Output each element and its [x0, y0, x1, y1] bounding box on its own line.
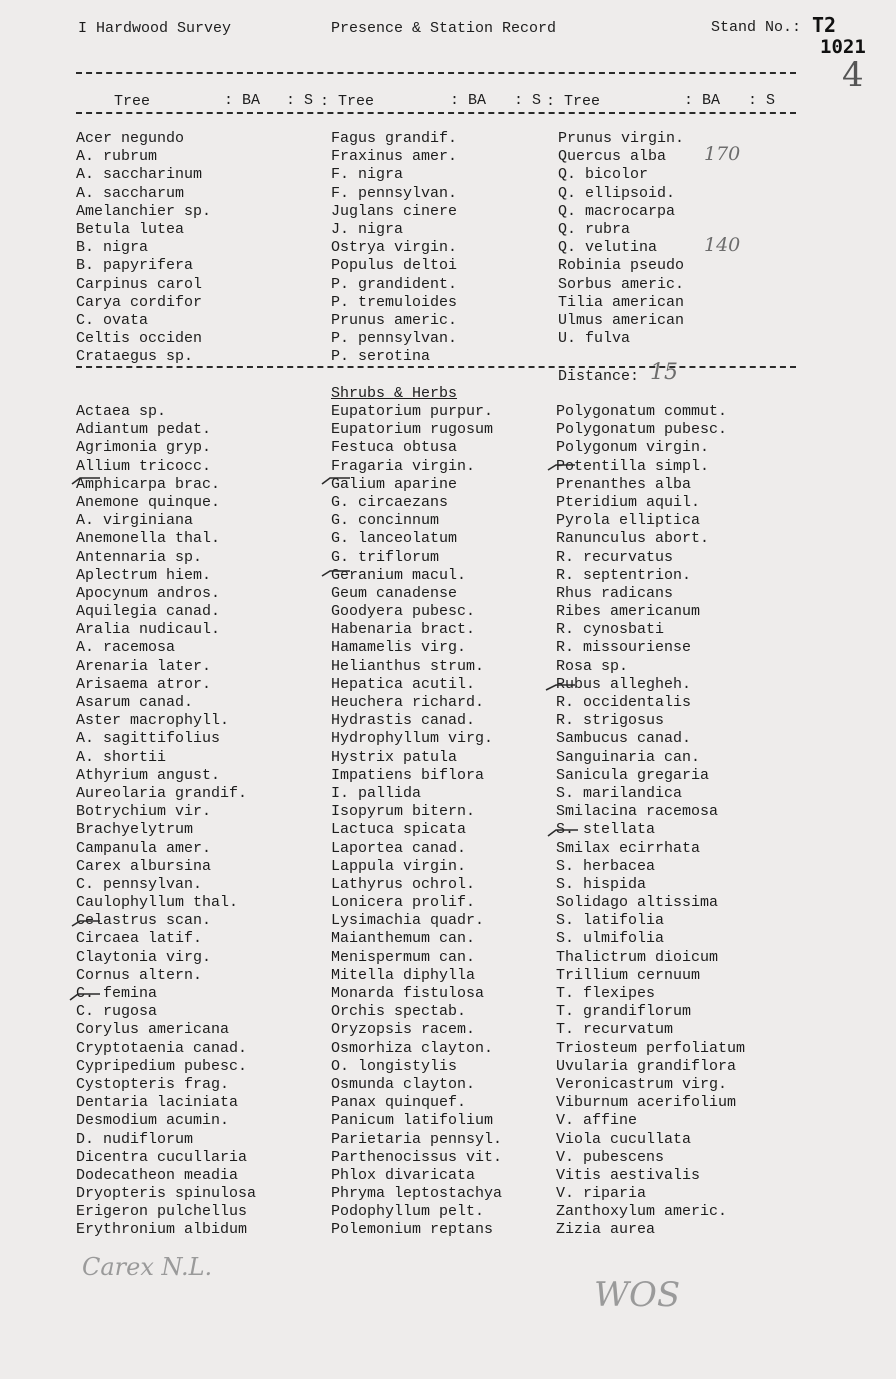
- list-item: Aralia nudicaul.: [76, 621, 221, 639]
- list-item: V. pubescens: [556, 1148, 665, 1166]
- stand-number: 1021: [820, 36, 866, 58]
- list-item: Prenanthes alba: [556, 475, 692, 493]
- list-item: Osmunda clayton.: [331, 1075, 476, 1093]
- list-item: Goodyera pubesc.: [331, 603, 476, 621]
- page-mark: 4: [842, 55, 864, 95]
- list-item: O. longistylis: [331, 1057, 458, 1075]
- col-header-tree-2: : Tree: [320, 93, 375, 110]
- list-item: Festuca obtusa: [331, 439, 458, 457]
- list-item: S. latifolia: [556, 912, 665, 930]
- list-item: Q. rubra: [558, 220, 631, 238]
- list-item: P. serotina: [331, 348, 431, 366]
- list-item: Polygonum virgin.: [556, 439, 710, 457]
- list-item: G. triflorum: [331, 548, 440, 566]
- list-item: Polemonium reptans: [331, 1221, 494, 1239]
- list-item: Rubus allegheh.: [556, 675, 692, 693]
- list-item: Robinia pseudo: [558, 257, 685, 275]
- list-item: A. shortii: [76, 748, 167, 766]
- list-item: D. nudiflorum: [76, 1130, 194, 1148]
- stand-value: T2: [812, 13, 837, 37]
- list-item: Hepatica acutil.: [331, 675, 476, 693]
- list-item: Adiantum pedat.: [76, 421, 212, 439]
- list-item: Uvularia grandiflora: [556, 1057, 737, 1075]
- list-item: Lactuca spicata: [331, 821, 467, 839]
- col-header-s-2: : S: [514, 92, 542, 109]
- list-item: Osmorhiza clayton.: [331, 1039, 494, 1057]
- list-item: Isopyrum bitern.: [331, 803, 476, 821]
- list-item: Heuchera richard.: [331, 694, 485, 711]
- list-item: Cryptotaenia canad.: [76, 1039, 248, 1057]
- list-item: Amelanchier sp.: [76, 202, 212, 220]
- list-item: S. stellata: [556, 821, 656, 839]
- list-item: C. pennsylvan.: [76, 875, 203, 893]
- check-mark: [72, 921, 100, 926]
- list-item: Dentaria laciniata: [76, 1094, 239, 1112]
- list-item: Carya cordifor: [76, 293, 203, 311]
- list-item: Parthenocissus vit.: [331, 1148, 503, 1166]
- list-item: Geum canadense: [331, 584, 458, 602]
- list-item: Populus deltoi: [331, 257, 458, 275]
- list-item: A. rubrum: [76, 148, 158, 166]
- check-mark: [546, 685, 575, 690]
- list-item: Lathyrus ochrol.: [331, 875, 476, 893]
- list-item: P. tremuloides: [331, 293, 458, 311]
- list-item: Polygonatum pubesc.: [556, 421, 728, 439]
- list-item: Monarda fistulosa: [331, 985, 485, 1002]
- list-item: Ulmus american: [558, 311, 685, 329]
- list-item: Hydrastis canad.: [331, 712, 476, 730]
- list-item: S. hispida: [556, 875, 647, 893]
- record-title: Presence & Station Record: [331, 20, 557, 37]
- list-item: B. nigra: [76, 239, 149, 257]
- list-item: C. femina: [76, 985, 158, 1002]
- list-item: R. occidentalis: [556, 694, 692, 711]
- list-item: Juglans cinere: [331, 202, 458, 220]
- list-item: Phryma leptostachya: [331, 1185, 503, 1203]
- list-item: Botrychium vir.: [76, 803, 212, 821]
- list-item: Q. macrocarpa: [558, 202, 676, 220]
- check-mark: [548, 465, 575, 470]
- list-item: Prunus virgin.: [558, 130, 685, 147]
- list-item: Potentilla simpl.: [556, 457, 710, 475]
- list-item: Aureolaria grandif.: [76, 784, 248, 802]
- list-item: Smilacina racemosa: [556, 803, 719, 821]
- list-item: Habenaria bract.: [331, 621, 476, 639]
- list-item: Anemone quinque.: [76, 493, 221, 511]
- list-item: Ostrya virgin.: [331, 239, 458, 257]
- list-item: Brachyelytrum: [76, 821, 194, 839]
- list-item: V. riparia: [556, 1185, 647, 1203]
- list-item: Podophyllum pelt.: [331, 1203, 485, 1221]
- list-item: Sanicula gregaria: [556, 766, 710, 784]
- list-item: Carex albursina: [76, 857, 212, 875]
- list-item: Helianthus strum.: [331, 657, 485, 675]
- list-item: G. circaezans: [331, 493, 449, 511]
- list-item: Viburnum acerifolium: [556, 1094, 737, 1112]
- list-item: Cornus altern.: [76, 966, 203, 984]
- list-item: Triosteum perfoliatum: [556, 1039, 746, 1057]
- list-item: Q. bicolor: [558, 166, 649, 184]
- list-item: Erigeron pulchellus: [76, 1203, 248, 1221]
- list-item: Acer negundo: [76, 130, 185, 147]
- list-item: Lappula virgin.: [331, 857, 467, 875]
- col-header-s-1: : S: [286, 92, 314, 109]
- check-mark: [70, 994, 100, 1000]
- list-item: Fagus grandif.: [331, 130, 458, 147]
- list-item: T. grandiflorum: [556, 1003, 692, 1021]
- ba-quercus-velutina: 140: [704, 234, 741, 256]
- list-item: Q. velutina: [558, 239, 658, 257]
- list-item: F. nigra: [331, 166, 404, 184]
- list-item: Cypripedium pubesc.: [76, 1057, 248, 1075]
- list-item: P. grandident.: [331, 275, 458, 293]
- list-item: R. recurvatus: [556, 548, 674, 566]
- list-item: Betula lutea: [76, 220, 185, 238]
- list-item: C. rugosa: [76, 1003, 158, 1021]
- list-item: Fragaria virgin.: [331, 457, 476, 475]
- list-item: Celtis occiden: [76, 330, 203, 348]
- list-item: R. missouriense: [556, 639, 692, 657]
- col-header-ba-3: : BA: [684, 92, 721, 109]
- list-item: Q. ellipsoid.: [558, 184, 676, 202]
- col-header-tree-1: Tree: [114, 93, 151, 110]
- footer-note: Carex N.L.: [82, 1253, 213, 1281]
- stand-label: Stand No.:: [711, 19, 802, 36]
- list-item: T. recurvatum: [556, 1021, 674, 1039]
- col-header-tree-3: : Tree: [546, 93, 601, 110]
- list-item: Lysimachia quadr.: [331, 912, 485, 930]
- list-item: Circaea latif.: [76, 930, 203, 948]
- list-item: Aplectrum hiem.: [76, 566, 212, 584]
- list-item: Maianthemum can.: [331, 930, 476, 948]
- list-item: Dryopteris spinulosa: [76, 1185, 257, 1203]
- list-item: Trillium cernuum: [556, 966, 701, 984]
- list-item: Hamamelis virg.: [331, 639, 467, 657]
- list-item: S. herbacea: [556, 857, 656, 875]
- list-item: V. affine: [556, 1112, 638, 1130]
- list-item: P. pennsylvan.: [331, 330, 458, 348]
- list-item: Sorbus americ.: [558, 275, 685, 293]
- list-item: Vitis aestivalis: [556, 1166, 701, 1184]
- list-item: Pyrola elliptica: [556, 512, 701, 530]
- list-item: Rhus radicans: [556, 584, 674, 602]
- list-item: R. cynosbati: [556, 621, 665, 639]
- list-item: G. lanceolatum: [331, 530, 458, 548]
- list-item: Desmodium acumin.: [76, 1112, 230, 1130]
- list-item: Rosa sp.: [556, 657, 629, 675]
- list-item: Dicentra cucullaria: [76, 1148, 248, 1166]
- list-item: Agrimonia gryp.: [76, 439, 212, 457]
- list-item: Sambucus canad.: [556, 730, 692, 748]
- check-mark: [322, 478, 350, 484]
- list-item: Allium tricocc.: [76, 457, 212, 475]
- list-item: Smilax ecirrhata: [556, 839, 701, 857]
- list-item: Lonicera prolif.: [331, 894, 476, 912]
- list-item: Fraxinus amer.: [331, 148, 458, 166]
- list-item: Eupatorium purpur.: [331, 403, 494, 420]
- list-item: Anemonella thal.: [76, 530, 221, 548]
- initials: WOS: [594, 1275, 681, 1315]
- list-item: Geranium macul.: [331, 566, 467, 584]
- list-item: Laportea canad.: [331, 839, 467, 857]
- distance-label: Distance:: [558, 368, 640, 385]
- list-item: Quercus alba: [558, 148, 667, 166]
- list-item: A. saccharinum: [76, 166, 203, 184]
- list-item: T. flexipes: [556, 985, 656, 1002]
- list-item: A. saccharum: [76, 184, 185, 202]
- list-item: Arisaema atror.: [76, 675, 212, 693]
- list-item: Pteridium aquil.: [556, 493, 701, 511]
- list-item: Asarum canad.: [76, 694, 194, 711]
- list-item: Arenaria later.: [76, 657, 212, 675]
- distance-value: 15: [650, 360, 678, 385]
- list-item: Menispermum can.: [331, 948, 476, 966]
- list-item: Polygonatum commut.: [556, 403, 728, 420]
- list-item: Hystrix patula: [331, 748, 458, 766]
- list-item: G. concinnum: [331, 512, 440, 530]
- list-item: Zizia aurea: [556, 1221, 656, 1239]
- list-item: U. fulva: [558, 330, 631, 348]
- list-item: Athyrium angust.: [76, 766, 221, 784]
- list-item: Carpinus carol: [76, 275, 203, 293]
- list-item: Panax quinquef.: [331, 1094, 467, 1112]
- list-item: S. ulmifolia: [556, 930, 665, 948]
- list-item: Prunus americ.: [331, 311, 458, 329]
- check-mark: [322, 571, 350, 576]
- list-item: Aquilegia canad.: [76, 603, 221, 621]
- list-item: Erythronium albidum: [76, 1221, 248, 1239]
- list-item: Veronicastrum virg.: [556, 1075, 728, 1093]
- survey-title: I Hardwood Survey: [78, 20, 232, 37]
- list-item: Claytonia virg.: [76, 948, 212, 966]
- list-item: Parietaria pennsyl.: [331, 1130, 503, 1148]
- list-item: Caulophyllum thal.: [76, 894, 239, 912]
- list-item: I. pallida: [331, 784, 422, 802]
- list-item: Celastrus scan.: [76, 912, 212, 930]
- list-item: Eupatorium rugosum: [331, 421, 494, 439]
- col-header-ba-2: : BA: [450, 92, 487, 109]
- list-item: A. racemosa: [76, 639, 176, 657]
- list-item: Panicum latifolium: [331, 1112, 494, 1130]
- list-item: Cystopteris frag.: [76, 1075, 230, 1093]
- col-header-s-3: : S: [748, 92, 776, 109]
- list-item: Aster macrophyll.: [76, 712, 230, 730]
- check-mark: [548, 830, 578, 836]
- list-item: Viola cucullata: [556, 1130, 692, 1148]
- ba-quercus-alba: 170: [704, 143, 741, 165]
- list-item: S. marilandica: [556, 784, 683, 802]
- list-item: Phlox divaricata: [331, 1166, 476, 1184]
- check-mark: [72, 478, 100, 484]
- list-item: C. ovata: [76, 311, 149, 329]
- list-item: J. nigra: [331, 220, 404, 238]
- list-item: Oryzopsis racem.: [331, 1021, 476, 1039]
- list-item: Antennaria sp.: [76, 548, 203, 566]
- list-item: Corylus americana: [76, 1021, 230, 1039]
- list-item: A. sagittifolius: [76, 730, 221, 748]
- shrubs-herbs-title: Shrubs & Herbs: [331, 385, 458, 402]
- col-header-ba-1: : BA: [224, 92, 261, 109]
- list-item: R. strigosus: [556, 712, 665, 730]
- list-item: R. septentrion.: [556, 566, 692, 584]
- list-item: Impatiens biflora: [331, 766, 485, 784]
- list-item: Apocynum andros.: [76, 584, 221, 602]
- list-item: Crataegus sp.: [76, 348, 194, 366]
- list-item: Campanula amer.: [76, 839, 212, 857]
- list-item: Actaea sp.: [76, 403, 167, 420]
- list-item: Orchis spectab.: [331, 1003, 467, 1021]
- list-item: Solidago altissima: [556, 894, 719, 912]
- list-item: Galium aparine: [331, 475, 458, 493]
- list-item: Zanthoxylum americ.: [556, 1203, 728, 1221]
- list-item: Ribes americanum: [556, 603, 701, 621]
- list-item: Dodecatheon meadia: [76, 1166, 239, 1184]
- list-item: Thalictrum dioicum: [556, 948, 719, 966]
- list-item: Hydrophyllum virg.: [331, 730, 494, 748]
- list-item: Sanguinaria can.: [556, 748, 701, 766]
- list-item: Ranunculus abort.: [556, 530, 710, 548]
- list-item: Tilia american: [558, 293, 685, 311]
- list-item: Mitella diphylla: [331, 966, 476, 984]
- list-item: Amphicarpa brac.: [76, 475, 221, 493]
- list-item: A. virginiana: [76, 512, 194, 530]
- list-item: F. pennsylvan.: [331, 184, 458, 202]
- list-item: B. papyrifera: [76, 257, 194, 275]
